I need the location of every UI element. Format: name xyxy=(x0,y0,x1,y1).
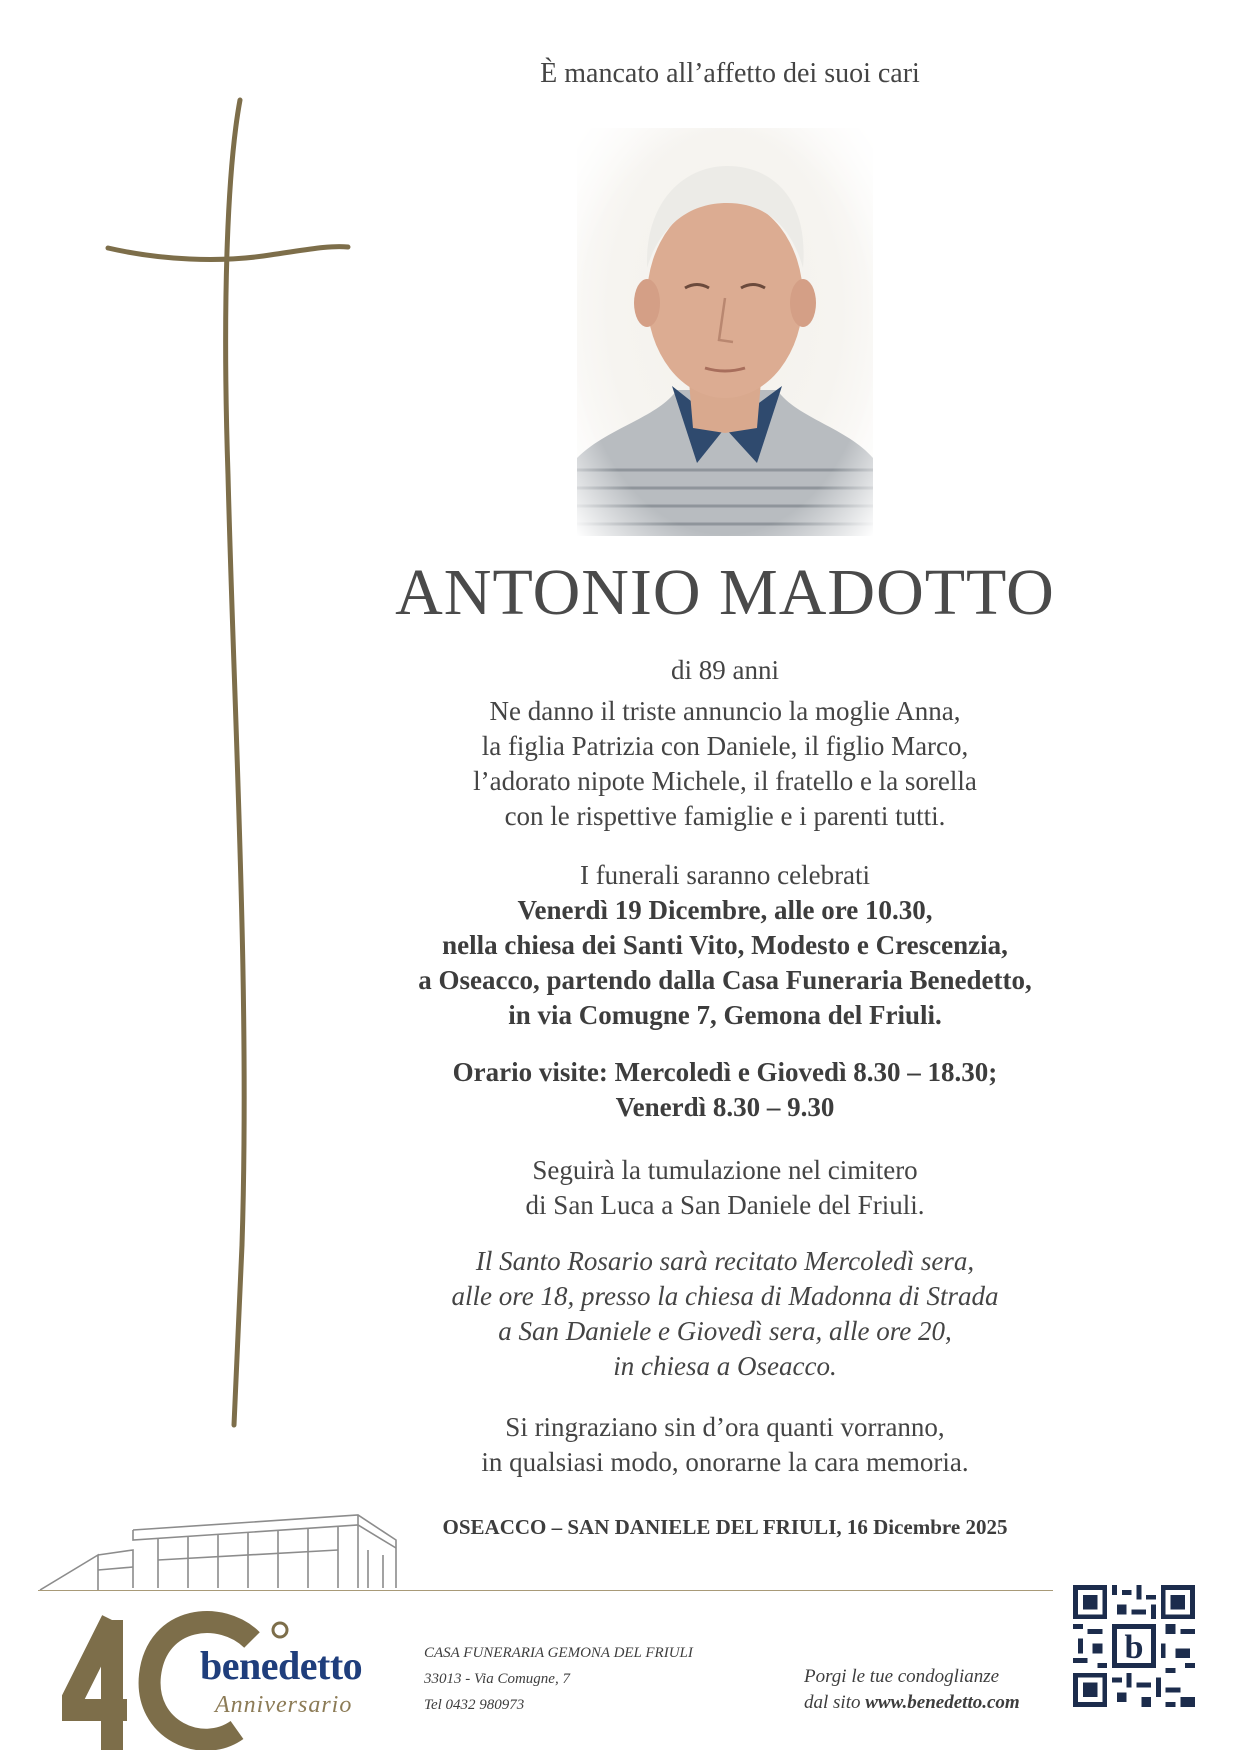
announcement-line: con le rispettive famiglie e i parenti tutti. xyxy=(504,801,946,831)
thanks-line: in qualsiasi modo, onorarne la cara memoria. xyxy=(481,1447,969,1477)
burial-line: Seguirà la tumulazione nel cimitero xyxy=(532,1155,918,1185)
funeral-line: Venerdì 19 Dicembre, alle ore 10.30, xyxy=(517,895,933,925)
deceased-age: di 89 anni xyxy=(671,655,779,685)
rosary-info xyxy=(360,1244,1090,1384)
logo-anniversary-text: Anniversario xyxy=(215,1692,353,1718)
svg-text:b: b xyxy=(1124,1629,1144,1667)
logo-brand-name: benedetto xyxy=(200,1643,363,1688)
place-and-date: OSEACCO – SAN DANIELE DEL FRIULI, 16 Dicembre 2025 xyxy=(442,1515,1008,1539)
visits-line: Venerdì 8.30 – 9.30 xyxy=(615,1092,835,1122)
footer-divider xyxy=(38,1590,1053,1591)
rosary-line: Il Santo Rosario sarà recitato Mercoledì sera, xyxy=(475,1246,975,1276)
building-illustration xyxy=(38,1470,408,1590)
condolences-note xyxy=(804,1664,1020,1716)
announcement-text xyxy=(360,694,1090,834)
announcement-line: la figlia Patrizia con Daniele, il figlio Marco, xyxy=(481,731,969,761)
condolences-line: dal sito www.benedetto.com xyxy=(804,1692,1020,1713)
qr-code-icon[interactable] xyxy=(1073,1585,1195,1707)
company-info xyxy=(424,1640,693,1718)
portrait-photo xyxy=(577,128,873,536)
funeral-line: a Oseacco, partendo dalla Casa Funeraria Benedetto, xyxy=(418,965,1032,995)
funeral-details xyxy=(360,858,1090,1033)
deceased-name: ANTONIO MADOTTO xyxy=(395,556,1055,629)
company-address: 33013 - Via Comugne, 7 xyxy=(424,1671,570,1687)
rosary-line: a San Daniele e Giovedì sera, alle ore 20, xyxy=(498,1316,952,1346)
burial-line: di San Luca a San Daniele del Friuli. xyxy=(525,1190,925,1220)
cross-icon xyxy=(100,95,360,1435)
visiting-hours xyxy=(360,1055,1090,1125)
funeral-line: nella chiesa dei Santi Vito, Modesto e Crescenzia, xyxy=(442,930,1008,960)
header-text: È mancato all’affetto dei suoi cari xyxy=(540,58,920,89)
announcement-line: Ne danno il triste annuncio la moglie Anna, xyxy=(489,696,961,726)
company-phone: Tel 0432 980973 xyxy=(424,1697,525,1713)
rosary-line: in chiesa a Oseacco. xyxy=(613,1351,837,1381)
condolences-line: Porgi le tue condoglianze xyxy=(804,1666,1000,1687)
thanks-text xyxy=(360,1410,1090,1480)
burial-info xyxy=(360,1153,1090,1223)
announcement-line: l’adorato nipote Michele, il fratello e la sorella xyxy=(473,766,977,796)
website-link[interactable]: www.benedetto.com xyxy=(865,1692,1020,1713)
funeral-line: in via Comugne 7, Gemona del Friuli. xyxy=(508,1000,942,1030)
visits-line: Orario visite: Mercoledì e Giovedì 8.30 – 18.30; xyxy=(452,1057,998,1087)
thanks-line: Si ringraziano sin d’ora quanti vorranno, xyxy=(505,1412,945,1442)
funeral-intro: I funerali saranno celebrati xyxy=(579,860,871,890)
rosary-line: alle ore 18, presso la chiesa di Madonna di Strada xyxy=(451,1281,999,1311)
company-name: CASA FUNERARIA GEMONA DEL FRIULI xyxy=(424,1645,693,1661)
